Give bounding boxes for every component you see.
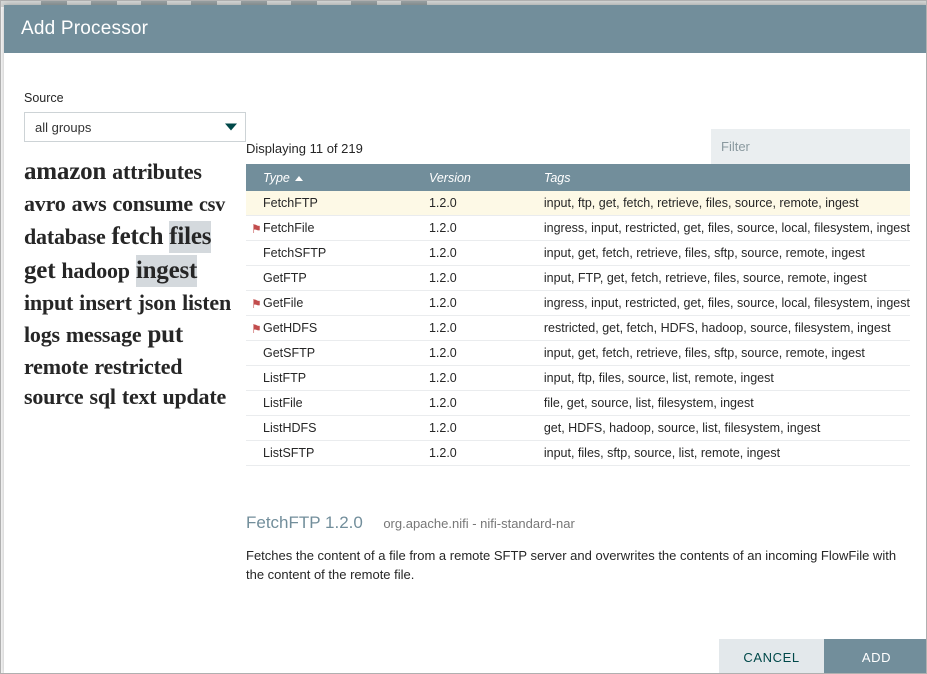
tag-ingest[interactable]: ingest	[136, 255, 197, 287]
tag-restricted[interactable]: restricted	[94, 353, 183, 379]
processor-table-body	[246, 191, 910, 466]
cell-tags: input, files, sftp, source, list, remote, ingest	[532, 441, 910, 466]
table-row[interactable]	[246, 291, 910, 316]
source-filter-panel	[24, 91, 246, 413]
tag-csv[interactable]: csv	[198, 194, 225, 216]
cell-version: 1.2.0	[412, 241, 532, 266]
tag-avro[interactable]: avro	[24, 191, 66, 216]
cell-type	[246, 416, 412, 441]
page-title: Add Processor	[21, 18, 149, 39]
tag-files[interactable]: files	[169, 221, 211, 253]
column-header-version[interactable]: Version	[412, 164, 532, 191]
processor-type-name: ⚑ GetFile	[251, 296, 304, 311]
cell-tags: ingress, input, restricted, get, files, source, local, filesystem, ingest	[532, 216, 910, 241]
filter-input[interactable]	[711, 129, 910, 164]
restricted-icon: ⚑	[251, 322, 262, 336]
results-count: Displaying 11 of 219	[246, 141, 363, 156]
cell-type	[246, 366, 412, 391]
cell-type	[246, 441, 412, 466]
tag-get[interactable]: get	[24, 256, 56, 284]
cell-version: 1.2.0	[412, 391, 532, 416]
cell-version: 1.2.0	[412, 266, 532, 291]
tag-database[interactable]: database	[24, 223, 106, 249]
cell-tags: input, ftp, files, source, list, remote, ingest	[532, 366, 910, 391]
tag-update[interactable]: update	[162, 383, 227, 409]
dialog-body	[4, 53, 927, 674]
tag-aws[interactable]: aws	[71, 191, 107, 216]
cell-type	[246, 191, 412, 216]
cell-version: 1.2.0	[412, 191, 532, 216]
cell-version: 1.2.0	[412, 416, 532, 441]
tag-logs[interactable]: logs	[24, 321, 60, 347]
processor-details	[246, 513, 910, 585]
detail-description: Fetches the content of a file from a remote SFTP server and overwrites the contents of an incoming FlowFile with the content of the remote file.	[246, 548, 897, 582]
cell-version: 1.2.0	[412, 341, 532, 366]
tag-json[interactable]: json	[137, 289, 177, 315]
cancel-button[interactable]: CANCEL	[719, 639, 824, 674]
column-header-type[interactable]	[246, 164, 412, 191]
cell-tags: input, FTP, get, fetch, retrieve, files, source, remote, ingest	[532, 266, 910, 291]
cell-version: 1.2.0	[412, 216, 532, 241]
cell-tags: input, ftp, get, fetch, retrieve, files, source, remote, ingest	[532, 191, 910, 216]
chevron-down-icon	[225, 124, 237, 131]
add-processor-dialog	[4, 5, 927, 674]
table-row[interactable]	[246, 366, 910, 391]
cell-tags: file, get, source, list, filesystem, ingest	[532, 391, 910, 416]
tag-put[interactable]: put	[147, 320, 184, 348]
tag-cloud	[24, 156, 246, 413]
table-row[interactable]	[246, 316, 910, 341]
column-header-tags[interactable]: Tags	[532, 164, 910, 191]
table-row[interactable]	[246, 341, 910, 366]
detail-processor-name: FetchFTP 1.2.0	[246, 513, 363, 532]
processor-table-container	[246, 164, 910, 466]
table-row[interactable]	[246, 241, 910, 266]
table-row[interactable]	[246, 441, 910, 466]
dialog-header	[4, 5, 927, 53]
tag-insert[interactable]: insert	[79, 289, 132, 315]
source-select-value: all groups	[35, 119, 92, 135]
cell-type	[246, 291, 412, 316]
processor-type-name: ListSFTP	[263, 446, 315, 460]
cell-type	[246, 241, 412, 266]
cell-tags: input, get, fetch, retrieve, files, sftp, source, remote, ingest	[532, 341, 910, 366]
cell-type	[246, 341, 412, 366]
table-row[interactable]	[246, 266, 910, 291]
tag-hadoop[interactable]: hadoop	[61, 257, 130, 283]
tag-source[interactable]: source	[24, 383, 84, 409]
dialog-footer	[4, 639, 927, 674]
processor-type-name: ⚑ FetchFile	[251, 221, 315, 236]
processor-type-name: ListHDFS	[263, 421, 317, 435]
tag-sql[interactable]: sql	[89, 383, 116, 409]
cell-version: 1.2.0	[412, 316, 532, 341]
table-row[interactable]	[246, 216, 910, 241]
tag-text[interactable]: text	[121, 383, 157, 409]
processor-type-name: ⚑ GetHDFS	[251, 321, 318, 336]
cell-version: 1.2.0	[412, 366, 532, 391]
restricted-icon: ⚑	[251, 297, 262, 311]
add-button[interactable]: ADD	[824, 639, 927, 674]
cell-tags: ingress, input, restricted, get, files, source, local, filesystem, ingest	[532, 291, 910, 316]
source-label: Source	[24, 91, 64, 105]
cell-type	[246, 216, 412, 241]
tag-remote[interactable]: remote	[24, 353, 89, 379]
detail-bundle: org.apache.nifi - nifi-standard-nar	[383, 516, 575, 531]
cell-version: 1.2.0	[412, 291, 532, 316]
processor-type-name: FetchSFTP	[263, 246, 327, 260]
tag-fetch[interactable]: fetch	[111, 222, 164, 250]
source-select[interactable]	[24, 112, 246, 142]
table-header-row	[246, 164, 910, 191]
cell-type	[246, 391, 412, 416]
processor-table	[246, 164, 910, 466]
cell-version: 1.2.0	[412, 441, 532, 466]
processor-type-name: FetchFTP	[263, 196, 318, 210]
tag-amazon[interactable]: amazon	[24, 158, 107, 185]
sort-ascending-icon	[295, 176, 303, 181]
table-row[interactable]	[246, 416, 910, 441]
cell-tags: get, HDFS, hadoop, source, list, filesystem, ingest	[532, 416, 910, 441]
tag-consume[interactable]: consume	[112, 191, 193, 216]
tag-attributes[interactable]: attributes	[112, 159, 202, 184]
table-row[interactable]	[246, 391, 910, 416]
table-row[interactable]	[246, 191, 910, 216]
processor-type-name: ListFile	[263, 396, 303, 410]
cell-type	[246, 316, 412, 341]
restricted-icon: ⚑	[251, 222, 262, 236]
tag-message[interactable]: message	[65, 321, 142, 347]
processor-type-name: GetSFTP	[263, 346, 316, 360]
column-header-type-label: Type	[263, 170, 290, 185]
processor-type-name: ListFTP	[263, 371, 307, 385]
cell-tags: restricted, get, fetch, HDFS, hadoop, source, filesystem, ingest	[532, 316, 910, 341]
processor-type-name: GetFTP	[263, 271, 307, 285]
tag-listen[interactable]: listen	[182, 289, 231, 315]
tag-input[interactable]: input	[24, 289, 74, 315]
cell-type	[246, 266, 412, 291]
cell-tags: input, get, fetch, retrieve, files, sftp, source, remote, ingest	[532, 241, 910, 266]
